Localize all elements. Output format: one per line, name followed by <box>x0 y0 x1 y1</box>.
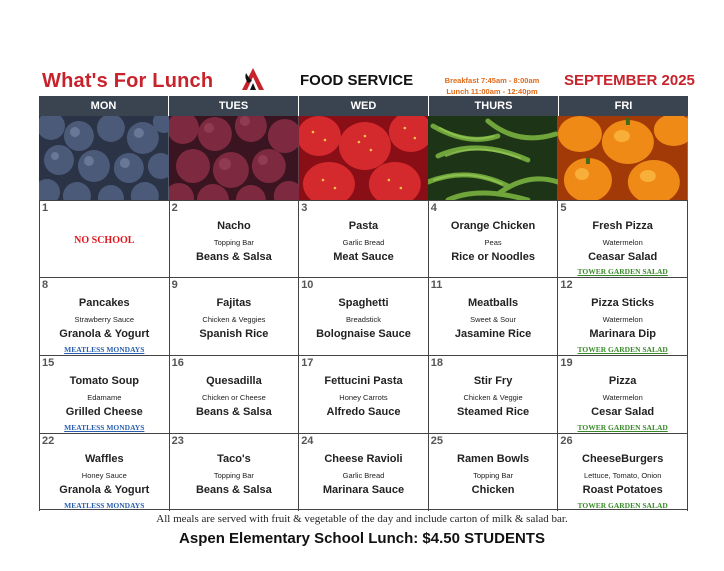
day-cell <box>428 201 558 277</box>
day-number: 1 <box>42 202 49 214</box>
entree: Fajitas <box>216 297 252 309</box>
meatless-mondays-tag: MEATLESS MONDAYS <box>64 501 145 510</box>
side-note: Garlic Bread <box>342 238 385 247</box>
side-note: Topping Bar <box>213 471 254 480</box>
breakfast-hours: Breakfast 7:45am - 8:00am <box>444 76 540 85</box>
day-header-mon: MON <box>39 96 169 116</box>
weekday-header <box>39 96 688 116</box>
peppers-photo <box>558 116 688 200</box>
side-note: Breadstick <box>345 315 381 324</box>
side-note: Chicken or Cheese <box>201 393 266 402</box>
page-title: What's For Lunch <box>42 70 214 92</box>
side-note: Watermelon <box>602 238 643 247</box>
day-number: 2 <box>171 202 178 214</box>
tower-garden-salad-tag: TOWER GARDEN SALAD <box>577 345 668 354</box>
day-number: 12 <box>560 279 573 291</box>
side-dish: Meat Sauce <box>333 251 394 263</box>
day-cell <box>298 278 428 355</box>
lunch-calendar <box>39 96 688 511</box>
day-cell <box>557 201 688 277</box>
day-cell <box>39 434 169 511</box>
calendar-week-row <box>39 277 688 355</box>
side-dish: Beans & Salsa <box>195 484 272 496</box>
side-note: Peas <box>484 238 502 247</box>
side-dish: Grilled Cheese <box>65 406 143 418</box>
entree: Cheese Ravioli <box>324 453 403 465</box>
day-number: 10 <box>301 279 314 291</box>
side-dish: Cesar Salad <box>591 406 655 418</box>
day-number: 9 <box>171 279 178 291</box>
meal-note: All meals are served with fruit & vegetable of the day and include carton of milk & salad bar. <box>156 513 568 525</box>
day-cell <box>169 434 299 511</box>
day-number: 26 <box>560 435 573 447</box>
side-dish: Roast Potatoes <box>582 484 663 496</box>
day-cell <box>428 434 558 511</box>
day-cell <box>557 278 688 355</box>
entree: Pancakes <box>78 297 130 309</box>
day-number: 3 <box>301 202 308 214</box>
side-dish: Jasamine Rice <box>454 328 532 340</box>
blueberries-photo <box>39 116 169 200</box>
day-number: 18 <box>430 357 444 369</box>
side-dish: Granola & Yogurt <box>59 328 150 340</box>
side-dish: Granola & Yogurt <box>59 484 150 496</box>
no-school-label: NO SCHOOL <box>74 235 135 246</box>
day-number: 25 <box>430 435 444 447</box>
day-number: 11 <box>430 279 443 291</box>
day-number: 24 <box>301 435 314 447</box>
calendar-week-row <box>39 433 688 511</box>
side-dish: Bolognaise Sauce <box>316 328 411 340</box>
strawberries-photo <box>299 116 429 200</box>
entree: Ramen Bowls <box>457 453 530 465</box>
side-note: Lettuce, Tomato, Onion <box>583 471 662 480</box>
day-cell <box>428 278 558 355</box>
day-number: 16 <box>171 357 184 369</box>
meatless-mondays-tag: MEATLESS MONDAYS <box>64 345 145 354</box>
day-cell <box>428 356 558 433</box>
side-note: Watermelon <box>602 393 643 402</box>
entree: Fresh Pizza <box>592 220 653 232</box>
tower-garden-salad-tag: TOWER GARDEN SALAD <box>577 267 668 276</box>
side-note: Honey Sauce <box>81 471 127 480</box>
day-number: 5 <box>560 202 567 214</box>
entree: Meatballs <box>468 297 519 309</box>
side-dish: Beans & Salsa <box>195 406 272 418</box>
side-dish: Spanish Rice <box>199 328 269 340</box>
side-note: Chicken & Veggie <box>463 393 523 402</box>
entree: Pasta <box>348 220 379 232</box>
side-dish: Ceasar Salad <box>588 251 658 263</box>
meatless-mondays-tag: MEATLESS MONDAYS <box>64 423 145 432</box>
lunch-hours: Lunch 11:00am - 12:40pm <box>446 87 538 96</box>
calendar-week-row <box>39 200 688 277</box>
lunch-price: Aspen Elementary School Lunch: $4.50 STUDENTS <box>179 530 545 547</box>
entree: Fettucini Pasta <box>324 375 403 387</box>
day-cell <box>557 434 688 511</box>
food-photo-strip <box>39 116 688 200</box>
day-cell <box>298 201 428 277</box>
entree: Waffles <box>84 453 124 465</box>
side-note: Edamame <box>87 393 122 402</box>
tower-garden-salad-tag: TOWER GARDEN SALAD <box>577 501 668 510</box>
day-number: 23 <box>171 435 184 447</box>
food-service-heading: FOOD SERVICE <box>300 72 414 89</box>
day-header-wed: WED <box>299 96 429 116</box>
side-note: Watermelon <box>602 315 643 324</box>
day-cell <box>39 278 169 355</box>
entree: Stir Fry <box>473 375 513 387</box>
entree: Pizza <box>608 375 637 387</box>
day-cell <box>169 201 299 277</box>
entree: Tomato Soup <box>69 375 140 387</box>
day-number: 19 <box>560 357 573 369</box>
side-note: Topping Bar <box>473 471 514 480</box>
side-note: Strawberry Sauce <box>74 315 135 324</box>
meal-hours <box>440 75 544 97</box>
day-cell <box>169 278 299 355</box>
side-dish: Rice or Noodles <box>451 251 535 263</box>
day-cell <box>39 356 169 433</box>
day-number: 4 <box>430 202 437 214</box>
day-number: 8 <box>42 279 49 291</box>
green-beans-photo <box>428 116 558 200</box>
day-header-fri: FRI <box>614 100 633 112</box>
side-note: Topping Bar <box>213 238 254 247</box>
aspen-logo-icon <box>240 66 266 92</box>
day-cell <box>169 356 299 433</box>
day-number: 22 <box>42 435 55 447</box>
side-dish: Alfredo Sauce <box>326 406 401 418</box>
grapes-photo <box>169 116 299 200</box>
side-note: Honey Carrots <box>339 393 388 402</box>
entree: CheeseBurgers <box>582 453 664 465</box>
calendar-week-row <box>39 355 688 433</box>
side-dish: Chicken <box>471 484 515 496</box>
entree: Nacho <box>217 220 251 232</box>
entree: Taco's <box>217 453 251 465</box>
day-cell <box>298 356 428 433</box>
day-header-tues: TUES <box>169 96 299 116</box>
entree: Orange Chicken <box>450 220 536 232</box>
calendar-bottom-border <box>39 509 688 510</box>
day-header-thurs: THURS <box>429 96 559 116</box>
day-number: 15 <box>42 357 55 369</box>
month-label: SEPTEMBER 2025 <box>564 72 695 89</box>
side-dish: Marinara Sauce <box>322 484 405 496</box>
entree: Spaghetti <box>338 297 389 309</box>
day-cell <box>298 434 428 511</box>
tower-garden-salad-tag: TOWER GARDEN SALAD <box>577 423 668 432</box>
day-number: 17 <box>301 357 314 369</box>
side-note: Chicken & Veggies <box>202 315 266 324</box>
entree: Quesadilla <box>206 375 262 387</box>
side-note: Garlic Bread <box>342 471 385 480</box>
side-dish: Marinara Dip <box>589 328 656 340</box>
day-cell <box>39 201 169 277</box>
side-note: Sweet & Sour <box>470 315 516 324</box>
side-dish: Beans & Salsa <box>195 251 272 263</box>
entree: Pizza Sticks <box>591 297 655 309</box>
side-dish: Steamed Rice <box>457 406 530 418</box>
day-cell <box>557 356 688 433</box>
